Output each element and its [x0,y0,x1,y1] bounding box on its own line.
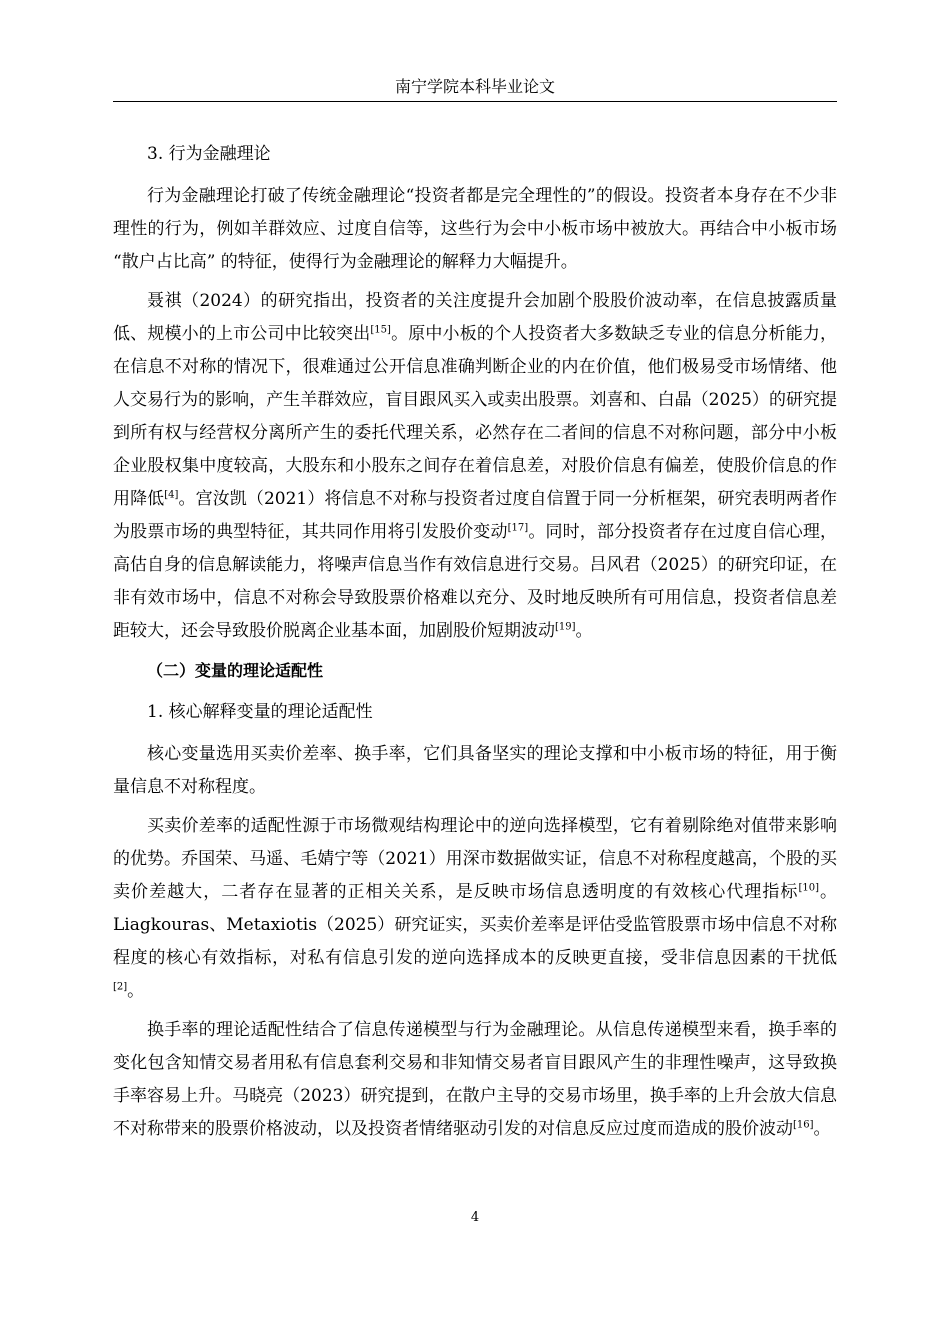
section-heading-behavioral-finance: 3. 行为金融理论 [147,144,271,164]
citation-ref: [19] [555,621,576,633]
text-run: 。同时，部分投资者存在过度自信心理，高估自身的信息解读能力，将噪声信息当作有效信息进行交易。吕风君（2025）的研究印证，在非有效市场中，信息不对称会导致股票价格难以充分、及时地反映所有可用信息，投资者信息差距较大，还会导致股价脱离企业基本面，加剧股价短期波动 [113,522,838,641]
text-run: 。Liagkouras、Metaxiotis（2025）研究证实，买卖价差率是评估受监管股票市场中信息不对称程度的核心有效指标，对私有信息引发的逆向选择成本的反映更直接，受非信息因素的干扰低 [113,882,838,968]
text-run: 。 [813,1119,831,1139]
subsection-heading-core-variables: 1. 核心解释变量的理论适配性 [147,702,373,722]
citation-ref: [16] [793,1119,814,1131]
text-run: 。原中小板的个人投资者大多数缺乏专业的信息分析能力，在信息不对称的情况下，很难通过公开信息准确判断企业的内在价值，他们极易受市场情绪、他人交易行为的影响，产生羊群效应，盲目跟风买入或卖出股票。刘喜和、白晶（2025）的研究提到所有权与经营权分离所产生的委托代理关系，必然存在二者间的信息不对称问题，部分中小板企业股权集中度较高，大股东和小股东之间存在着信息差，对股价信息有偏差，使股价信息的作用降低 [113,324,838,509]
paragraph-core-variables: 核心变量选用买卖价差率、换手率，它们具备坚实的理论支撑和中小板市场的特征，用于衡量信息不对称程度。 [113,744,837,797]
text-run: 。 [127,981,145,1001]
page-header-title: 南宁学院本科毕业论文 [394,77,555,96]
paragraph-behavioral-finance-intro: 行为金融理论打破了传统金融理论“投资者都是完全理性的”的假设。投资者本身存在不少非理性的行为，例如羊群效应、过度自信等，这些行为会中小板市场中被放大。再结合中小板市场 “散户占比高” 的特征，使得行为金融理论的解释力大幅提升。 [113,186,837,272]
text-run: 。宫汝凯（2021）将信息不对称与投资者过度自信置于同一分析框架，研究表明两者作为股票市场的典型特征，其共同作用将引发股价变动 [113,489,838,542]
citation-ref: [17] [507,522,529,534]
document-body [113,138,837,1152]
text-run: 聂祺（2024）的研究指出，投资者的关注度提升会加剧个股股价波动率，在信息披露质量低、规模小的上市公司中比较突出 [113,291,837,344]
paragraph-turnover-rate [113,1014,837,1146]
paragraph-literature-review [113,285,837,648]
page-number: 4 [470,1210,480,1225]
citation-ref: [4] [164,489,179,501]
citation-ref: [10] [798,882,819,894]
header-divider [113,101,837,102]
paragraph-bid-ask-spread [113,810,837,1008]
text-run: 。 [575,621,593,641]
text-run: 换手率的理论适配性结合了信息传递模型与行为金融理论。从信息传递模型来看，换手率的变化包含知情交易者用私有信息套利交易和非知情交易者盲目跟风产生的非理性噪声，这导致换手率容易上升。马晓亮（2023）研究提到，在散户主导的交易市场里，换手率的上升会放大信息不对称带来的股票价格波动，以及投资者情绪驱动引发的对信息反应过度而造成的股价波动 [113,1020,837,1139]
section-heading-variable-fit: （二）变量的理论适配性 [147,661,324,680]
text-run: 买卖价差率的适配性源于市场微观结构理论中的逆向选择模型，它有着剔除绝对值带来影响的优势。乔国荣、马遥、毛婧宁等（2021）用深市数据做实证，信息不对称程度越高，个股的买卖价差越大，二者存在显著的正相关关系，是反映市场信息透明度的有效核心代理指标 [113,816,837,902]
citation-ref: [15] [370,324,391,336]
citation-ref: [2] [113,981,128,993]
